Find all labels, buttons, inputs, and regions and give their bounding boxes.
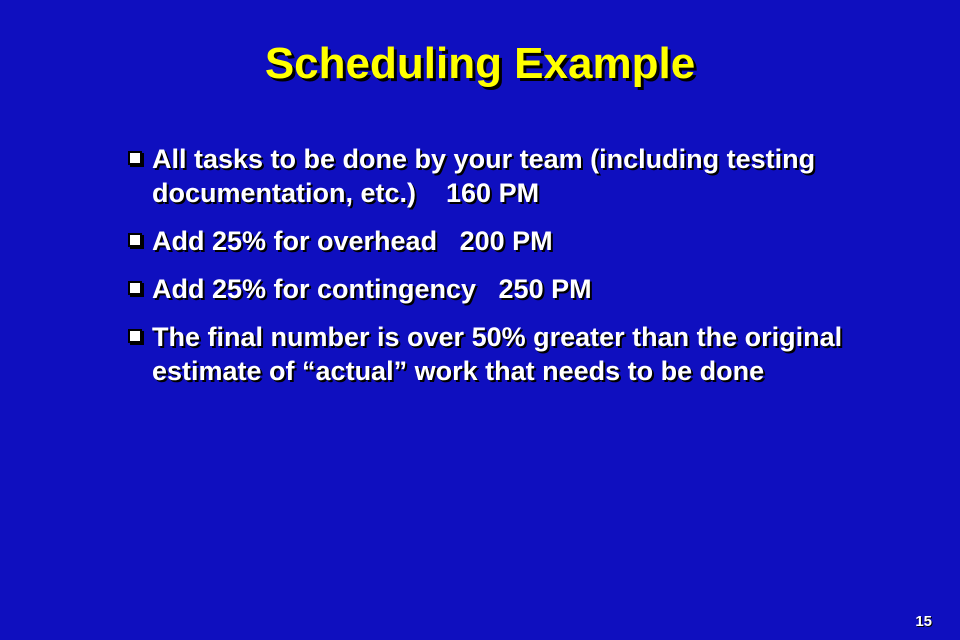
slide-title: Scheduling Example bbox=[264, 39, 696, 88]
square-bullet-icon bbox=[128, 233, 142, 247]
bullet-item bbox=[122, 224, 862, 258]
bullet-item bbox=[122, 142, 862, 210]
page-number: 15 bbox=[915, 613, 932, 630]
bullet-text: Add 25% for overhead 200 PM bbox=[152, 226, 553, 256]
bullet-text: All tasks to be done by your team (including testing documentation, etc.) 160 PM bbox=[152, 144, 823, 208]
bullet-text: Add 25% for contingency 250 PM bbox=[152, 274, 592, 304]
bullet-item bbox=[122, 272, 862, 306]
bullet-text: The final number is over 50% greater than the original estimate of “actual” work that needs to be done bbox=[152, 322, 850, 386]
square-bullet-icon bbox=[128, 329, 142, 343]
square-bullet-icon bbox=[128, 151, 142, 165]
bullet-item bbox=[122, 320, 862, 388]
bullet-list bbox=[122, 142, 862, 402]
square-bullet-icon bbox=[128, 281, 142, 295]
